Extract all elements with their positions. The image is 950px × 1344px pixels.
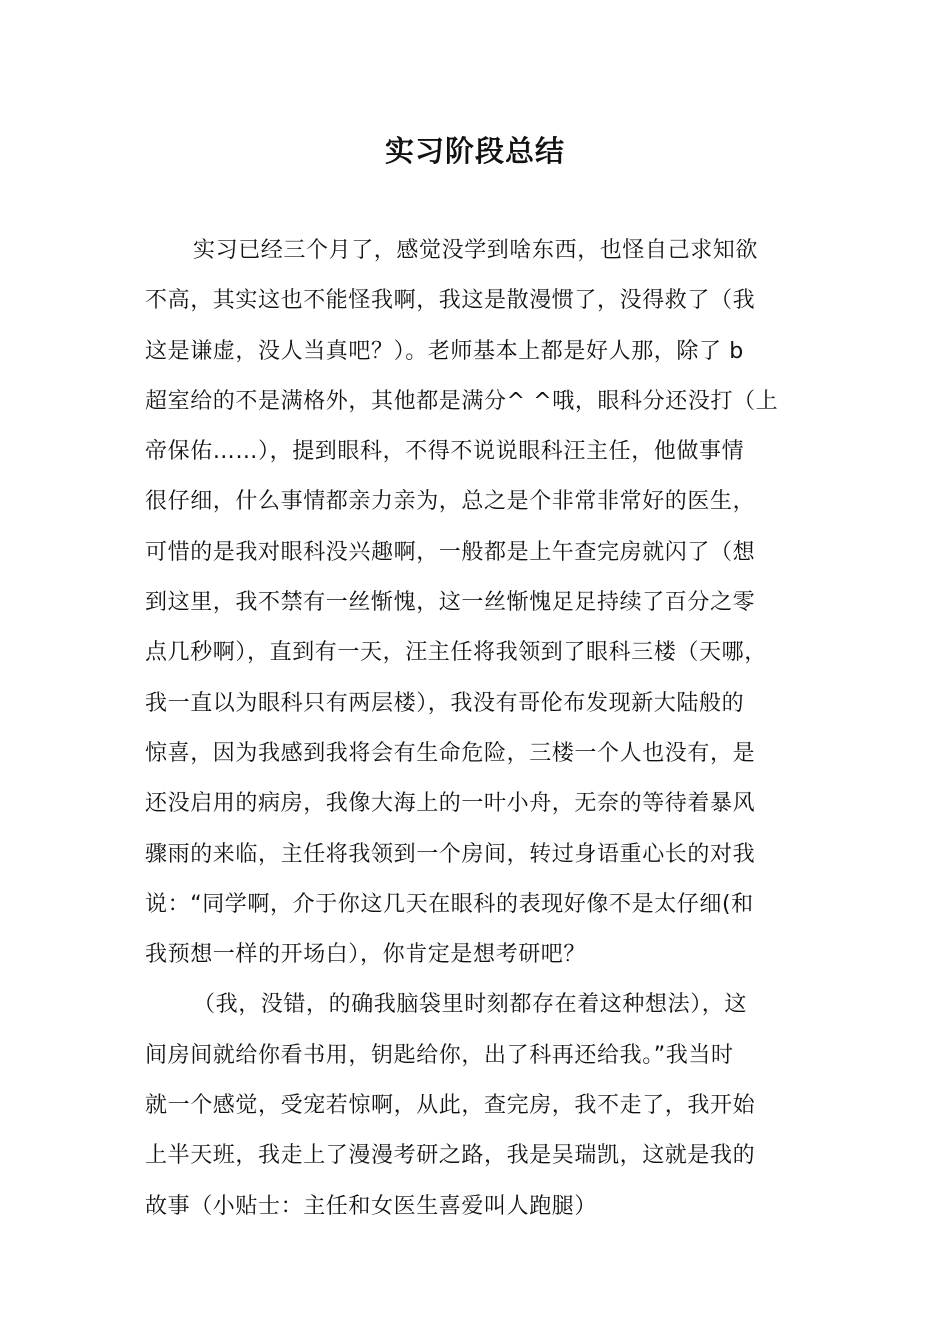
paragraph-1-line-13: 骤雨的来临，主任将我领到一个房间，转过身语重心长的对我 (145, 841, 756, 867)
paragraph-1-line-3: 这是谦虚，没人当真吧？）。老师基本上都是好人那，除了 b (145, 338, 744, 364)
paragraph-1-line-10: 我一直以为眼科只有两层楼），我没有哥伦布发现新大陆般的 (145, 690, 745, 716)
paragraph-2-line-3: 就一个感觉，受宠若惊啊，从此，查完房，我不走了，我开始 (145, 1093, 756, 1119)
paragraph-1-line-4: 超室给的不是满格外，其他都是满分^ ^哦，眼科分还没打（上 (145, 388, 779, 414)
document-body (145, 226, 825, 1232)
paragraph-1-line-6: 很仔细，什么事情都亲力亲为，总之是个非常非常好的医生， (145, 489, 756, 515)
paragraph-2-line-5: 故事（小贴士：主任和女医生喜爱叫人跑腿） (145, 1193, 598, 1219)
paragraph-1-line-8: 到这里，我不禁有一丝惭愧，这一丝惭愧足足持续了百分之零 (145, 590, 756, 616)
paragraph-1-line-9: 点几秒啊），直到有一天，汪主任将我领到了眼科三楼（天哪， (145, 640, 767, 666)
document-title: 实习阶段总结 (384, 134, 565, 168)
paragraph-2-line-4: 上半天班，我走上了漫漫考研之路，我是吴瑞凯，这就是我的 (145, 1143, 756, 1169)
paragraph-1-line-2: 不高，其实这也不能怪我啊，我这是散漫惯了，没得救了（我 (145, 288, 756, 314)
paragraph-1-line-11: 惊喜，因为我感到我将会有生命危险，三楼一个人也没有，是 (145, 740, 756, 766)
paragraph-2-line-1: （我，没错，的确我脑袋里时刻都存在着这种想法），这 (193, 992, 748, 1018)
paragraph-1-line-12: 还没启用的病房，我像大海上的一叶小舟，无奈的等待着暴风 (145, 791, 756, 817)
paragraph-1-line-5: 帝保佑……），提到眼科，不得不说说眼科汪主任，他做事情 (145, 439, 745, 465)
paragraph-2-line-2: 间房间就给你看书用，钥匙给你，出了科再还给我。”我当时 (145, 1042, 734, 1068)
paragraph-1-line-15: 我预想一样的开场白），你肯定是想考研吧？ (145, 942, 587, 968)
paragraph-1-line-1: 实习已经三个月了，感觉没学到啥东西，也怪自己求知欲 (193, 238, 759, 263)
paragraph-1-line-7: 可惜的是我对眼科没兴趣啊，一般都是上午查完房就闪了（想 (145, 539, 756, 565)
paragraph-1-line-14: 说：“同学啊，介于你这几天在眼科的表现好像不是太仔细(和 (145, 891, 754, 917)
